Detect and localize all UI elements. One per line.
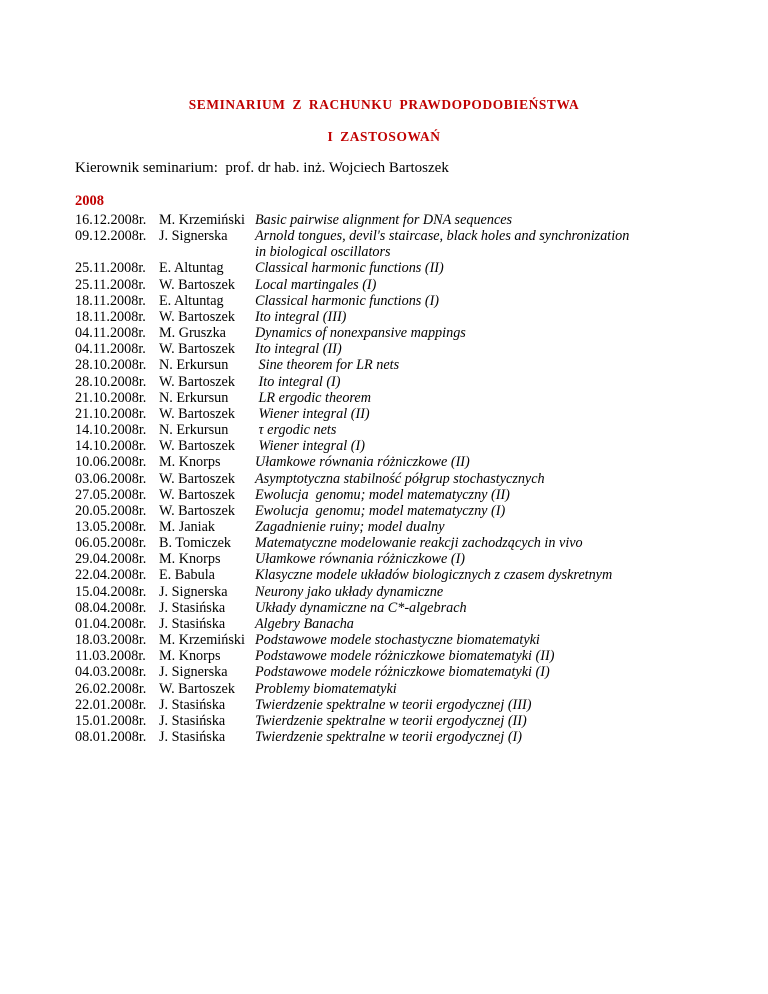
schedule-row [75,503,755,519]
schedule-row [75,600,755,616]
session-topic: Ułamkowe równania różniczkowe (I) [255,551,466,568]
session-speaker: J. Stasińska [159,696,226,713]
session-speaker: W. Bartoszek [159,308,235,325]
session-speaker: J. Signerska [159,583,228,600]
session-speaker: E. Altuntag [159,260,224,277]
session-date: 22.01.2008r. [75,696,147,713]
session-topic: Classical harmonic functions (II) [255,260,444,277]
schedule-row [75,438,755,454]
schedule-row [75,341,755,357]
schedule-row [75,681,755,697]
session-topic: Wiener integral (I) [255,438,365,455]
session-date: 16.12.2008r. [75,212,147,228]
session-date: 28.10.2008r. [75,357,147,374]
session-topic: Klasyczne modele układów biologicznych z czasem dyskretnym [255,567,613,584]
session-speaker: J. Signerska [159,664,228,681]
session-topic: Arnold tongues, devil's staircase, black holes and synchronization in biological oscillators [255,228,630,261]
session-date: 18.11.2008r. [75,292,146,309]
session-date: 06.05.2008r. [75,535,147,552]
session-topic: Classical harmonic functions (I) [255,292,440,309]
session-speaker: W. Bartoszek [159,276,235,293]
schedule-row [75,664,755,680]
session-speaker: J. Stasińska [159,729,226,745]
session-date: 15.04.2008r. [75,583,147,600]
session-date: 25.11.2008r. [75,260,146,277]
session-speaker: M. Knorps [159,454,221,471]
schedule-row [75,390,755,406]
session-topic: Problemy biomatematyki [255,680,397,697]
session-topic: LR ergodic theorem [255,389,371,406]
session-topic: Asymptotyczna stabilność półgrup stochastycznych [255,470,545,487]
schedule-row [75,325,755,341]
schedule-row [75,648,755,664]
session-date: 08.01.2008r. [75,729,147,745]
session-speaker: W. Bartoszek [159,680,235,697]
schedule-row [75,729,755,745]
session-topic: Algebry Banacha [255,615,354,632]
session-date: 08.04.2008r. [75,599,147,616]
session-topic: Podstawowe modele stochastyczne biomatematyki [255,632,540,649]
page-subtitle: I ZASTOSOWAŃ [327,129,441,144]
session-speaker: J. Stasińska [159,615,226,632]
session-speaker: W. Bartoszek [159,405,235,422]
session-topic: Dynamics of nonexpansive mappings [255,325,466,342]
session-speaker: M. Janiak [159,518,215,535]
session-date: 04.11.2008r. [75,341,146,358]
session-topic: Ito integral (I) [255,373,341,390]
schedule-row [75,697,755,713]
session-speaker: W. Bartoszek [159,341,235,358]
session-topic: Twierdzenie spektralne w teorii ergodycznej (II) [255,712,527,729]
session-topic: Ito integral (III) [255,308,347,325]
schedule-row [75,616,755,632]
schedule-row [75,519,755,535]
session-date: 04.11.2008r. [75,325,146,342]
session-date: 15.01.2008r. [75,712,147,729]
schedule-row [75,309,755,325]
session-speaker: E. Altuntag [159,292,224,309]
session-date: 03.06.2008r. [75,470,147,487]
session-date: 20.05.2008r. [75,502,147,519]
session-topic: Basic pairwise alignment for DNA sequences [255,212,513,228]
schedule-row [75,567,755,583]
session-topic: Podstawowe modele różniczkowe biomatematyki (II) [255,648,555,665]
session-topic: τ ergodic nets [255,422,337,439]
session-date: 26.02.2008r. [75,680,147,697]
schedule-row [75,454,755,470]
session-speaker: B. Tomiczek [159,535,232,552]
session-speaker: M. Knorps [159,551,221,568]
session-speaker: N. Erkursun [159,422,229,439]
session-topic: Podstawowe modele różniczkowe biomatematyki (I) [255,664,550,681]
session-topic: Neurony jako układy dynamiczne [255,583,444,600]
session-topic: Sine theorem for LR nets [255,357,400,374]
schedule-row [75,357,755,373]
session-date: 14.10.2008r. [75,438,147,455]
session-speaker: W. Bartoszek [159,373,235,390]
session-date: 21.10.2008r. [75,389,147,406]
session-speaker: W. Bartoszek [159,438,235,455]
session-topic: Ito integral (II) [255,341,342,358]
session-date: 22.04.2008r. [75,567,147,584]
session-date: 01.04.2008r. [75,615,147,632]
schedule-row [75,713,755,729]
session-date: 25.11.2008r. [75,276,146,293]
session-date: 13.05.2008r. [75,518,147,535]
session-topic: Twierdzenie spektralne w teorii ergodycznej (I) [255,729,523,745]
session-date: 14.10.2008r. [75,422,147,439]
session-date: 10.06.2008r. [75,454,147,471]
schedule-row [75,293,755,309]
schedule-row [75,406,755,422]
session-topic: Wiener integral (II) [255,405,370,422]
session-speaker: N. Erkursun [159,357,229,374]
session-topic: Ewolucja genomu; model matematyczny (II) [255,486,510,503]
session-date: 21.10.2008r. [75,405,147,422]
schedule-row [75,374,755,390]
session-speaker: J. Signerska [159,228,228,245]
session-speaker: W. Bartoszek [159,502,235,519]
session-date: 28.10.2008r. [75,373,147,390]
session-speaker: E. Babula [159,567,215,584]
session-speaker: N. Erkursun [159,389,229,406]
session-speaker: M. Gruszka [159,325,226,342]
session-date: 18.11.2008r. [75,308,146,325]
session-topic: Ewolucja genomu; model matematyczny (I) [255,502,506,519]
schedule-row [75,277,755,293]
session-topic: Local martingales (I) [255,276,377,293]
session-date: 29.04.2008r. [75,551,147,568]
schedule-row [75,422,755,438]
schedule-row [75,535,755,551]
session-topic: Matematyczne modelowanie reakcji zachodzących in vivo [255,535,583,552]
session-speaker: W. Bartoszek [159,486,235,503]
session-speaker: J. Stasińska [159,712,226,729]
session-date: 09.12.2008r. [75,228,147,245]
schedule-row [75,212,755,228]
session-speaker: M. Krzemiński [159,632,245,649]
session-topic: Twierdzenie spektralne w teorii ergodycznej (III) [255,696,532,713]
session-topic: Ułamkowe równania różniczkowe (II) [255,454,470,471]
schedule-row [75,260,755,276]
page-title: SEMINARIUM Z RACHUNKU PRAWDOPODOBIEŃSTWA [188,97,580,112]
session-topic: Układy dynamiczne na C*-algebrach [255,599,467,616]
session-speaker: M. Krzemiński [159,212,245,228]
session-topic: Zagadnienie ruiny; model dualny [255,518,445,535]
session-date: 18.03.2008r. [75,632,147,649]
schedule-row [75,228,755,260]
schedule-row [75,487,755,503]
session-speaker: W. Bartoszek [159,470,235,487]
schedule-row [75,584,755,600]
session-date: 04.03.2008r. [75,664,147,681]
session-speaker: J. Stasińska [159,599,226,616]
session-date: 11.03.2008r. [75,648,146,665]
year-heading: 2008 [75,193,104,209]
schedule-row [75,471,755,487]
seminar-supervisor: Kierownik seminarium: prof. dr hab. inż. Wojciech Bartoszek [75,160,449,176]
session-date: 27.05.2008r. [75,486,147,503]
session-speaker: M. Knorps [159,648,221,665]
seminar-schedule [75,212,755,745]
schedule-row [75,632,755,648]
schedule-row [75,551,755,567]
